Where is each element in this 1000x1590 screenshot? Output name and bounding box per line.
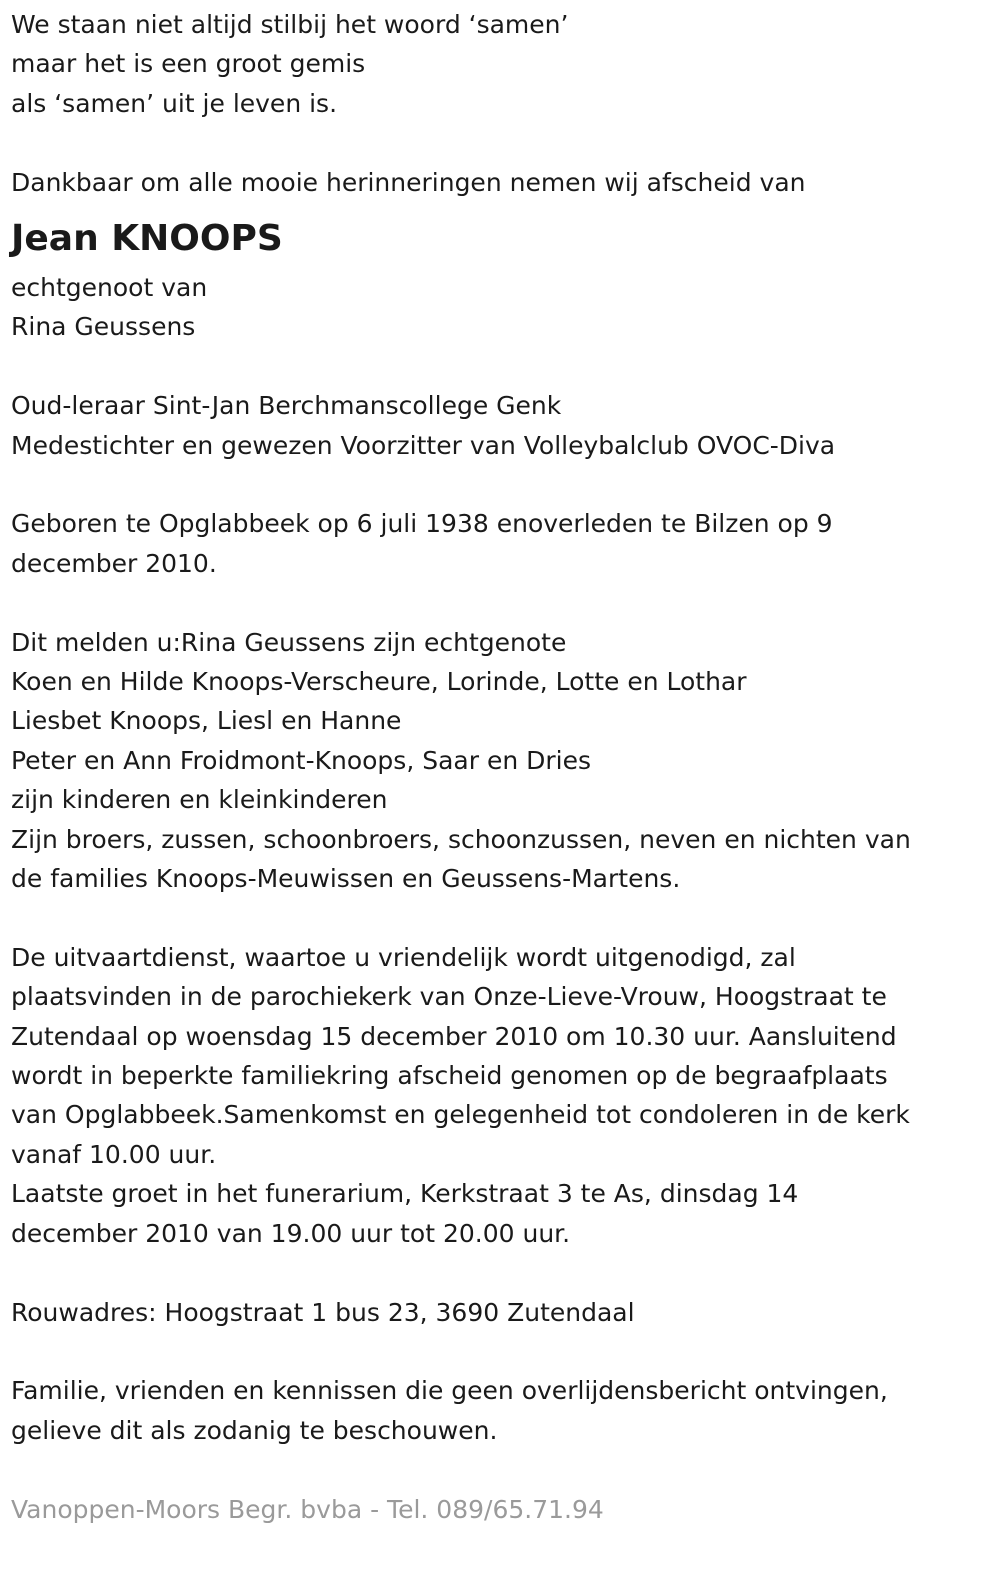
- ceremony-line: Zutendaal op woensdag 15 december 2010 om 10.30 uur. Aansluitend: [11, 1021, 897, 1051]
- obituary-notice: [11, 5, 986, 1529]
- family-line: Peter en Ann Froidmont-Knoops, Saar en Dries: [11, 745, 592, 775]
- family-line: Zijn broers, zussen, schoonbroers, schoonzussen, neven en nichten van: [11, 824, 911, 854]
- ceremony-line: vanaf 10.00 uur.: [11, 1139, 217, 1169]
- spacer: [11, 898, 986, 937]
- funeral-home-footer: Vanoppen-Moors Begr. bvba - Tel. 089/65.71.94: [11, 1494, 604, 1524]
- role-line: Oud-leraar Sint-Jan Berchmanscollege Genk: [11, 391, 562, 421]
- family-line: Dit melden u:Rina Geussens zijn echtgenote: [11, 627, 567, 657]
- spacer: [11, 123, 986, 162]
- poem-line: We staan niet altijd stilbij het woord ‘samen’: [11, 10, 569, 39]
- ceremony-line: van Opglabbeek.Samenkomst en gelegenheid tot condoleren in de kerk: [11, 1100, 910, 1130]
- role-line: Medestichter en gewezen Voorzitter van Volleybalclub OVOC-Diva: [11, 430, 836, 460]
- ceremony-line: december 2010 van 19.00 uur tot 20.00 uur.: [11, 1218, 571, 1248]
- ceremony-line: De uitvaartdienst, waartoe u vriendelijk wordt uitgenodigd, zal: [11, 942, 796, 972]
- deceased-name: Jean KNOOPS: [11, 218, 283, 260]
- family-line: zijn kinderen en kleinkinderen: [11, 785, 388, 815]
- ceremony-details: [11, 938, 986, 1253]
- poem: [11, 5, 986, 123]
- relation-line: Rina Geussens: [11, 312, 196, 342]
- spacer: [11, 465, 986, 504]
- birth-death-line: december 2010.: [11, 548, 217, 578]
- spacer: [11, 1450, 986, 1489]
- notice-line: Familie, vrienden en kennissen die geen overlijdensbericht ontvingen,: [11, 1376, 888, 1406]
- poem-line: maar het is een groot gemis: [11, 49, 366, 79]
- relation: [11, 268, 986, 347]
- spacer: [11, 1253, 986, 1292]
- ceremony-line: plaatsvinden in de parochiekerk van Onze-Lieve-Vrouw, Hoogstraat te: [11, 982, 887, 1012]
- birth-death: [11, 504, 986, 583]
- family-line: Koen en Hilde Knoops-Verscheure, Lorinde, Lotte en Lothar: [11, 667, 747, 697]
- intro-text: Dankbaar om alle mooie herinneringen nemen wij afscheid van: [11, 167, 806, 197]
- spacer: [11, 583, 986, 622]
- mourning-address: Rouwadres: Hoogstraat 1 bus 23, 3690 Zutendaal: [11, 1297, 635, 1327]
- family-announcement: [11, 623, 986, 899]
- family-line: de families Knoops-Meuwissen en Geussens-Martens.: [11, 864, 681, 894]
- notice: [11, 1371, 986, 1450]
- ceremony-line: Laatste groet in het funerarium, Kerkstraat 3 te As, dinsdag 14: [11, 1179, 799, 1209]
- family-line: Liesbet Knoops, Liesl en Hanne: [11, 706, 402, 736]
- spacer: [11, 1332, 986, 1371]
- poem-line: als ‘samen’ uit je leven is.: [11, 88, 338, 118]
- birth-death-line: Geboren te Opglabbeek op 6 juli 1938 enoverleden te Bilzen op 9: [11, 509, 833, 539]
- roles: [11, 386, 986, 465]
- ceremony-line: wordt in beperkte familiekring afscheid genomen op de begraafplaats: [11, 1061, 888, 1091]
- notice-line: gelieve dit als zodanig te beschouwen.: [11, 1415, 498, 1445]
- relation-line: echtgenoot van: [11, 273, 208, 303]
- spacer: [11, 347, 986, 386]
